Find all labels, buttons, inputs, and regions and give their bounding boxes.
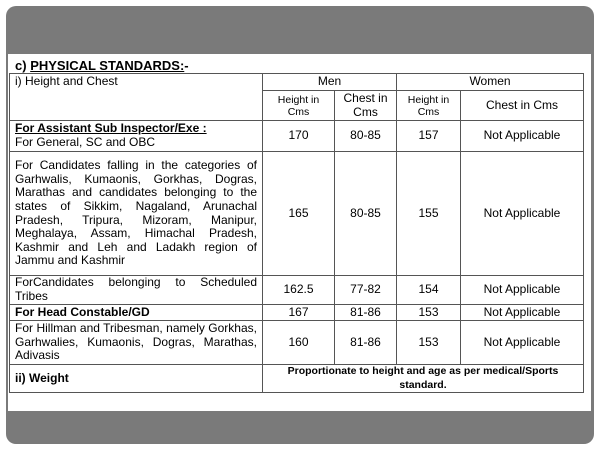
header-row-groups: [10, 74, 584, 91]
men-chest-header: Chest in Cms: [335, 91, 397, 121]
men-chest-value: 81-86: [335, 321, 397, 365]
weight-value: Proportionate to height and age as per medical/Sports standard.: [263, 365, 584, 393]
men-chest-value: 77-82: [335, 276, 397, 305]
men-height-value: 170: [263, 121, 335, 152]
women-chest-value: Not Applicable: [461, 276, 584, 305]
table-row: [10, 276, 584, 305]
row-text: ForCandidates belonging to Scheduled Tribes: [10, 276, 263, 305]
row-text: For General, SC and OBC: [15, 135, 156, 149]
table-row: [10, 152, 584, 276]
women-height-header: Height in Cms: [397, 91, 461, 121]
men-height-value: 165: [263, 152, 335, 276]
men-chest-value: 81-86: [335, 305, 397, 321]
physical-standards-table: [9, 73, 584, 393]
women-height-value: 157: [397, 121, 461, 152]
height-chest-label: i) Height and Chest: [10, 74, 263, 121]
row-text: For Candidates falling in the categories of Garhwalis, Kumaonis, Gorkhas, Dogras, Marathas and candidates belonging to the states of Sikkim, Nagaland, Arunachal Pradesh, Tripura, Mizoram, Manipur, Meghalaya, Assam, Himachal Pradesh, Kashmir and Leh and Ladakh region of Jammu and Kashmir: [10, 152, 263, 276]
women-height-value: 154: [397, 276, 461, 305]
section-letter: c): [15, 58, 27, 73]
women-height-value: 153: [397, 321, 461, 365]
women-chest-value: Not Applicable: [461, 321, 584, 365]
women-chest-header: Chest in Cms: [461, 91, 584, 121]
table-row: [10, 305, 584, 321]
women-height-value: 155: [397, 152, 461, 276]
row-text: For Hillman and Tribesman, namely Gorkhas, Garhwalies, Kumaonis, Dogras, Marathas, Adivasis: [10, 321, 263, 365]
row-text: For Head Constable/GD: [10, 305, 263, 321]
women-chest-value: Not Applicable: [461, 152, 584, 276]
men-header: Men: [263, 74, 397, 91]
women-height-value: 153: [397, 305, 461, 321]
table-row: [10, 321, 584, 365]
men-height-value: 167: [263, 305, 335, 321]
row-heading: For Assistant Sub Inspector/Exe :: [15, 121, 207, 136]
women-chest-value: Not Applicable: [461, 121, 584, 152]
section-suffix: -: [184, 58, 189, 73]
section-title: [15, 58, 189, 73]
men-chest-value: 80-85: [335, 152, 397, 276]
men-chest-value: 80-85: [335, 121, 397, 152]
weight-row: [10, 365, 584, 393]
weight-label: ii) Weight: [10, 365, 263, 393]
table-row: [10, 121, 584, 152]
row-category: [10, 121, 263, 152]
men-height-value: 162.5: [263, 276, 335, 305]
women-header: Women: [397, 74, 584, 91]
section-heading: PHYSICAL STANDARDS:: [30, 58, 185, 73]
women-chest-value: Not Applicable: [461, 305, 584, 321]
men-height-header: Height in Cms: [263, 91, 335, 121]
men-height-value: 160: [263, 321, 335, 365]
